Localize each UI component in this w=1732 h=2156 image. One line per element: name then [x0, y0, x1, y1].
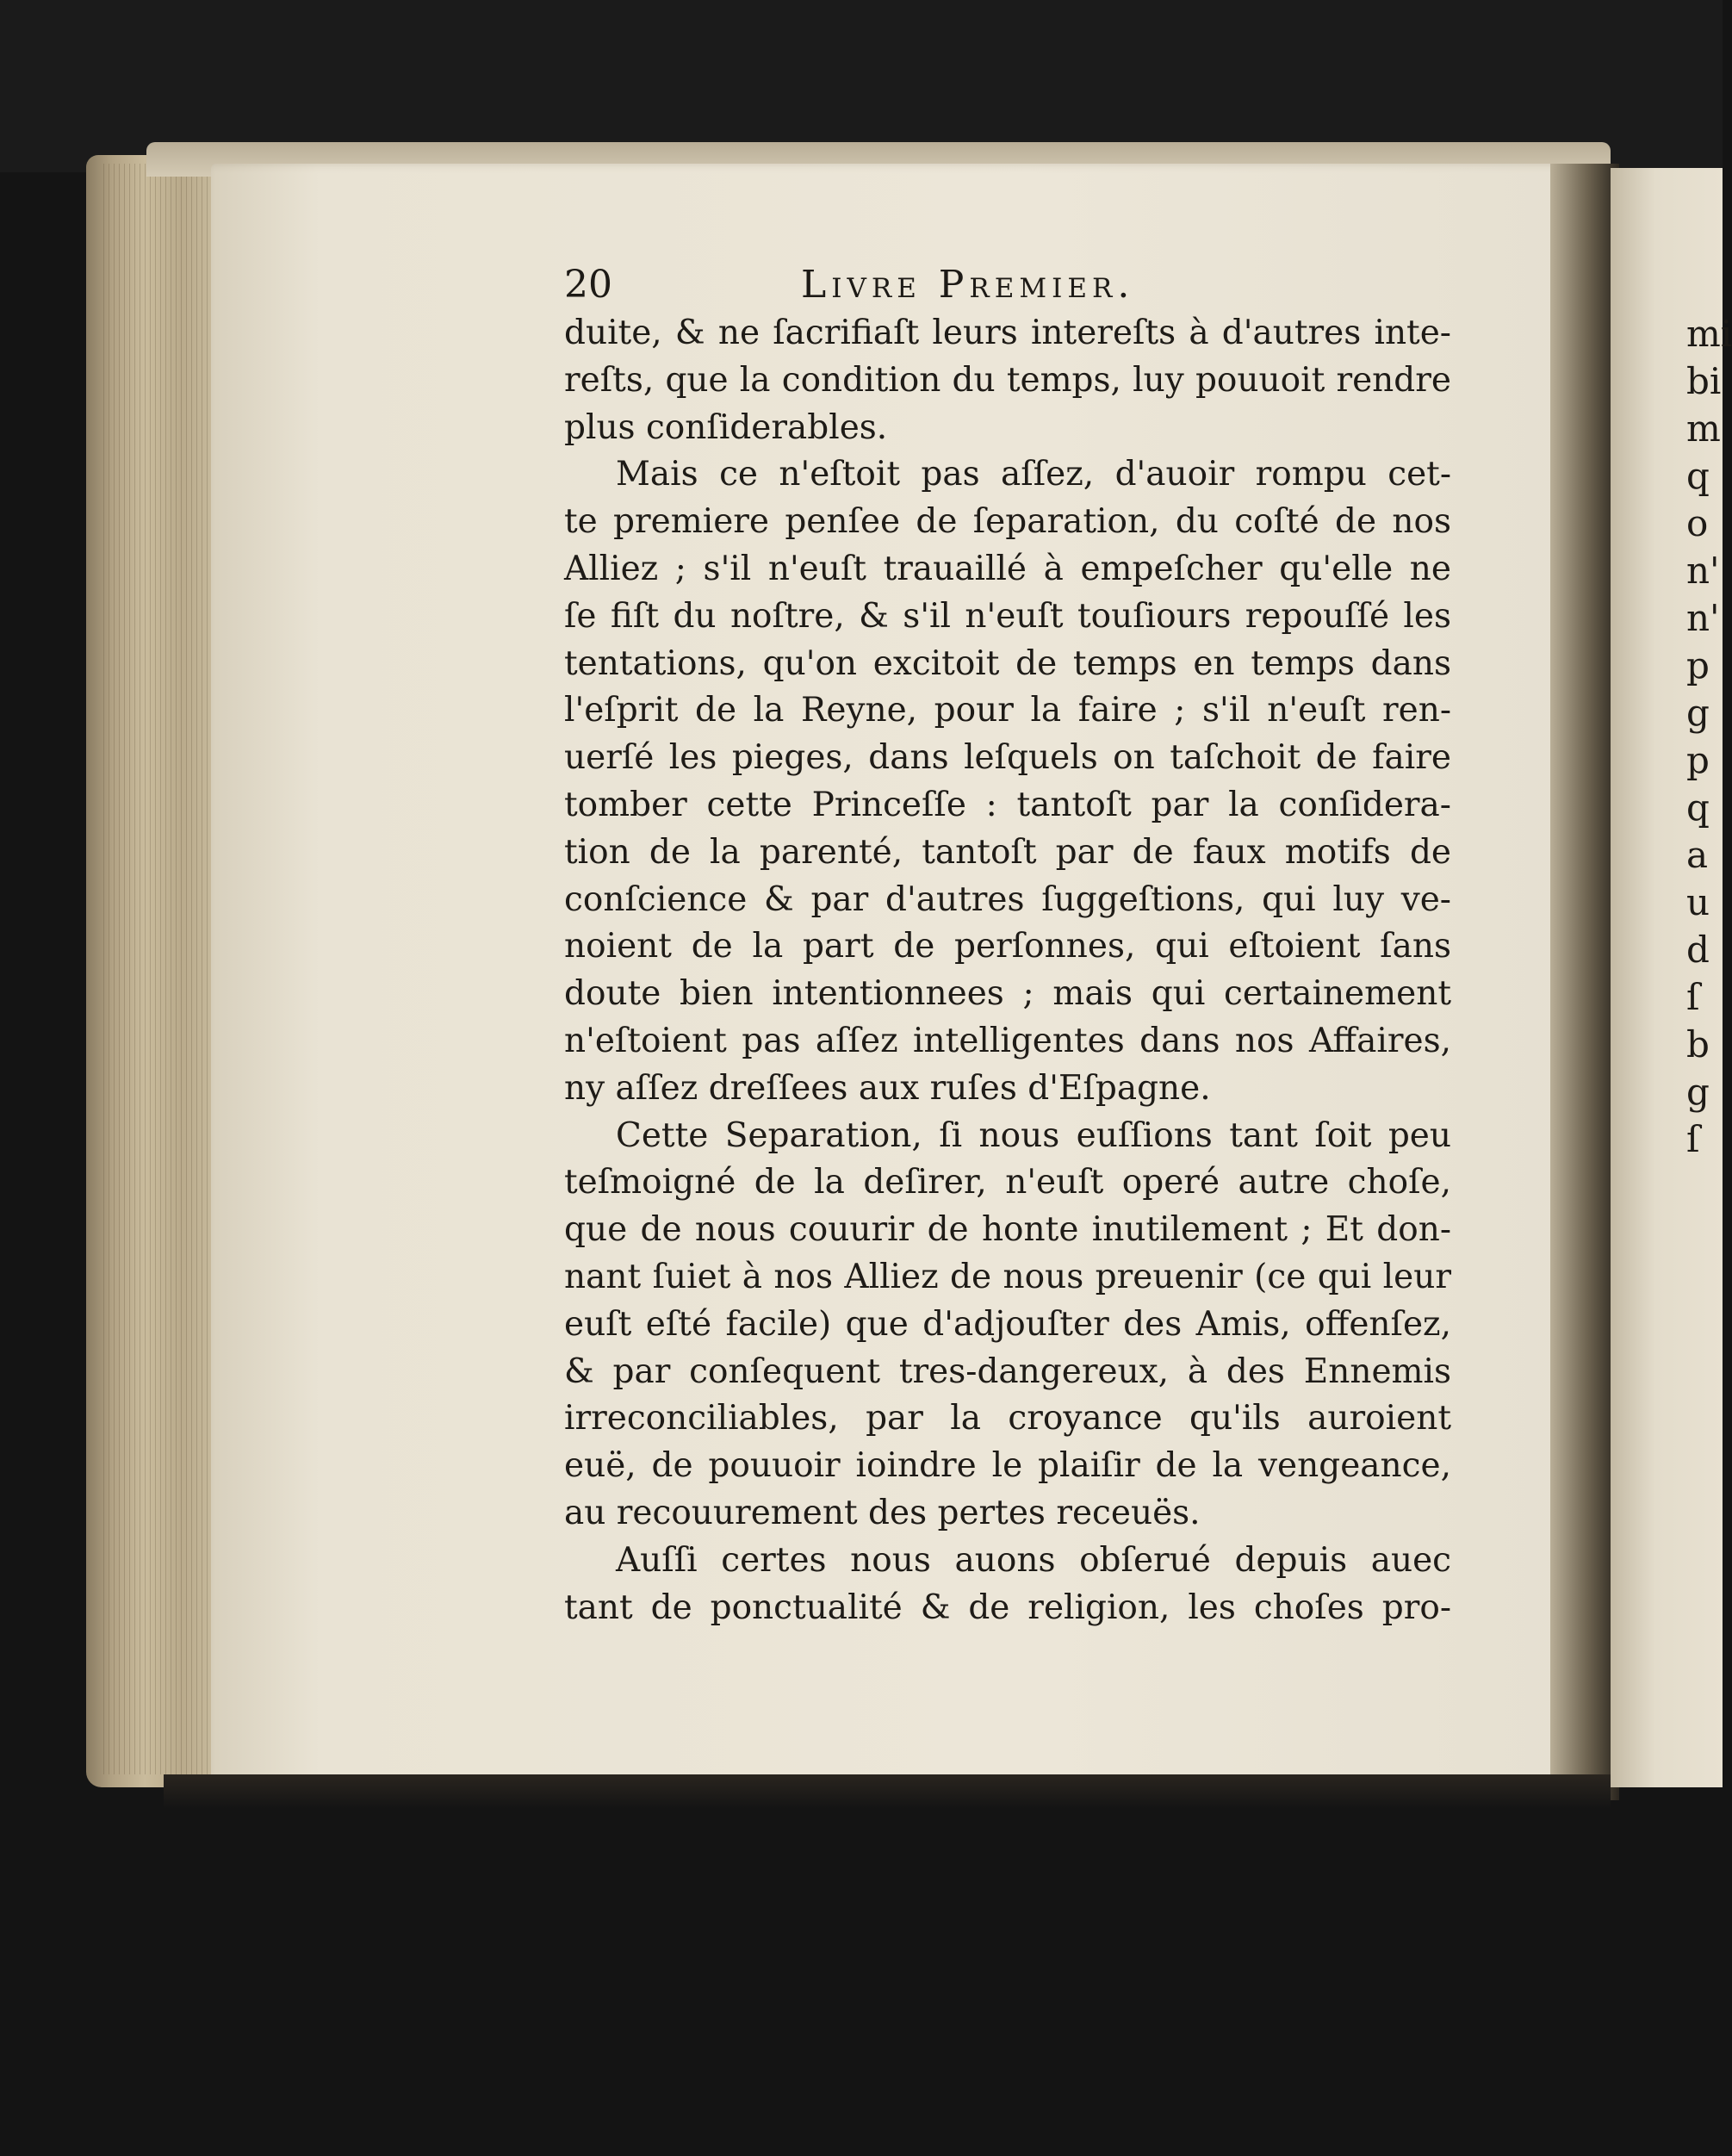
text-line: que de nous couurir de honte inutilement ; Et don-: [564, 1210, 1451, 1250]
page-edge-leaves: [103, 164, 215, 1774]
text-line: & par conſequent tres-dangereux, à des Ennemis: [564, 1351, 1451, 1391]
facing-page-fragment: d: [1686, 929, 1710, 971]
text-line: te premiere penſee de ſeparation, du coſté de nos: [564, 502, 1451, 542]
facing-page-fragment: g: [1686, 1071, 1710, 1113]
text-line: au recouurement des pertes receuës.: [564, 1493, 1201, 1532]
text-line: doute bien intentionnees ; mais qui certainement: [564, 974, 1451, 1014]
text-line: n'eſtoient pas aſſez intelligentes dans nos Affaires,: [564, 1021, 1451, 1060]
text-line: tentations, qu'on excitoit de temps en temps dans: [564, 643, 1451, 683]
text-line: Alliez ; s'il n'euſt trauaillé à empeſcher qu'elle ne: [564, 549, 1451, 588]
text-line: irreconciliables, par la croyance qu'ils auroient: [564, 1399, 1451, 1438]
facing-page-fragment: ſ: [1686, 1118, 1700, 1160]
text-line: ny aſſez dreſſees aux ruſes d'Eſpagne.: [564, 1068, 1211, 1108]
text-line: Auſſi certes nous auons obſerué depuis auec: [616, 1540, 1451, 1580]
bottom-shadow: [164, 1774, 1611, 1809]
facing-page-fragment: n': [1686, 597, 1720, 639]
facing-page-fragment: bi: [1686, 360, 1722, 402]
text-line: tion de la parenté, tantoſt par de faux motifs de: [564, 832, 1451, 872]
text-line: euſt eſté facile) que d'adjouſter des Amis, offenſez,: [564, 1304, 1451, 1344]
text-line: Cette Separation, ſi nous euſſions tant ſoit peu: [616, 1115, 1451, 1155]
text-line: tant de ponctualité & de religion, les choſes pro-: [564, 1587, 1451, 1627]
text-line: nant ſuiet à nos Alliez de nous preuenir (ce qui leur: [564, 1257, 1451, 1296]
text-line: tomber cette Princeſſe : tantoſt par la conſidera-: [564, 785, 1451, 824]
page-header: [564, 263, 1219, 314]
page-number: 20: [564, 263, 612, 307]
running-title: Livre Premier.: [801, 263, 1135, 307]
text-line: noient de la part de perſonnes, qui eſtoient ſans: [564, 927, 1451, 966]
facing-page-fragment: a: [1686, 834, 1709, 876]
facing-page-fragment: u: [1686, 881, 1710, 923]
text-line: teſmoigné de la deſirer, n'euſt operé autre choſe,: [564, 1163, 1451, 1202]
body-text: [564, 310, 1451, 1631]
text-line: plus conſiderables.: [564, 407, 888, 447]
facing-page-fragment: g: [1686, 692, 1710, 734]
facing-page-fragment: q: [1686, 455, 1710, 497]
text-line: l'eſprit de la Reyne, pour la faire ; s'il n'euſt ren-: [564, 691, 1451, 730]
text-line: ſe fiſt du noſtre, & s'il n'euſt touſiours repouſſé les: [564, 596, 1451, 636]
facing-page-fragment: p: [1686, 644, 1710, 687]
facing-page-fragment: o: [1686, 502, 1709, 544]
text-line: Mais ce n'eſtoit pas aſſez, d'auoir rompu cet-: [616, 455, 1451, 494]
text-line: duite, & ne ſacrifiaſt leurs intereſts à d'autres inte-: [564, 314, 1451, 352]
facing-page-fragment: mi: [1686, 313, 1732, 355]
facing-page-fragment: q: [1686, 786, 1710, 829]
facing-page-fragment: m: [1686, 407, 1721, 450]
book-gutter: [1550, 164, 1619, 1800]
facing-page-fragment: n': [1686, 550, 1720, 592]
facing-page-fragment: b: [1686, 1023, 1710, 1066]
facing-page-fragment: p: [1686, 739, 1710, 781]
facing-page-text-fragments: [1686, 310, 1732, 1163]
text-line: conſcience & par d'autres ſuggeſtions, qui luy ve-: [564, 879, 1451, 919]
text-line: reſts, que la condition du temps, luy pouuoit rendre: [564, 360, 1451, 400]
text-line: euë, de pouuoir ioindre le plaiſir de la vengeance,: [564, 1446, 1451, 1486]
text-line: uerſé les pieges, dans leſquels on taſchoit de faire: [564, 738, 1451, 778]
facing-page-fragment: ſ: [1686, 976, 1700, 1018]
